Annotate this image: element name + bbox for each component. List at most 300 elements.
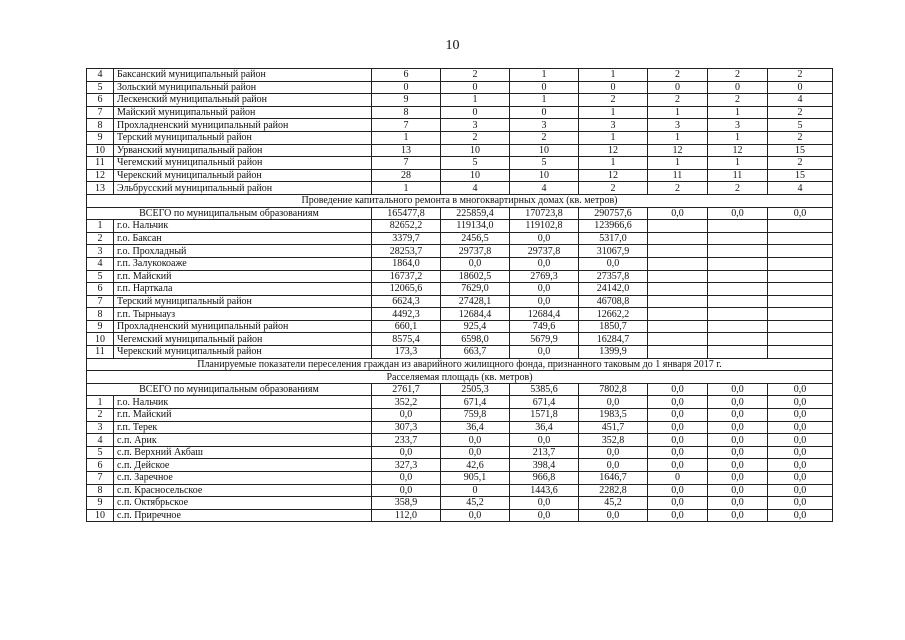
value-cell bbox=[768, 333, 833, 346]
table-row bbox=[87, 446, 833, 459]
value-cell bbox=[648, 295, 708, 308]
row-number: 6 bbox=[87, 459, 114, 472]
value-cell: 966,8 bbox=[510, 472, 579, 485]
municipality-name: г.п. Майский bbox=[114, 409, 372, 422]
total-value: 165477,8 bbox=[372, 207, 441, 220]
value-cell: 0,0 bbox=[768, 509, 833, 522]
value-cell: 0,0 bbox=[579, 396, 648, 409]
value-cell: 28253,7 bbox=[372, 245, 441, 258]
value-cell: 2456,5 bbox=[441, 232, 510, 245]
table-row bbox=[87, 295, 833, 308]
value-cell: 352,2 bbox=[372, 396, 441, 409]
value-cell: 0 bbox=[441, 81, 510, 94]
municipality-name: г.п. Нарткала bbox=[114, 283, 372, 296]
table-row bbox=[87, 346, 833, 359]
value-cell: 660,1 bbox=[372, 320, 441, 333]
row-number: 3 bbox=[87, 421, 114, 434]
value-cell: 1646,7 bbox=[579, 472, 648, 485]
table-row bbox=[87, 245, 833, 258]
value-cell: 3379,7 bbox=[372, 232, 441, 245]
row-number: 10 bbox=[87, 509, 114, 522]
row-number: 2 bbox=[87, 409, 114, 422]
value-cell: 358,9 bbox=[372, 497, 441, 510]
value-cell: 213,7 bbox=[510, 446, 579, 459]
row-number: 10 bbox=[87, 333, 114, 346]
value-cell: 1 bbox=[648, 157, 708, 170]
value-cell: 0,0 bbox=[768, 459, 833, 472]
value-cell bbox=[648, 270, 708, 283]
value-cell: 119102,8 bbox=[510, 220, 579, 233]
value-cell bbox=[768, 346, 833, 359]
municipality-name: г.о. Баксан bbox=[114, 232, 372, 245]
value-cell: 1 bbox=[372, 131, 441, 144]
row-number: 3 bbox=[87, 245, 114, 258]
value-cell bbox=[768, 295, 833, 308]
value-cell: 0,0 bbox=[768, 472, 833, 485]
value-cell bbox=[708, 346, 768, 359]
total-label: ВСЕГО по муниципальным образованиям bbox=[87, 207, 372, 220]
total-value: 2761,7 bbox=[372, 383, 441, 396]
row-number: 8 bbox=[87, 308, 114, 321]
value-cell: 2 bbox=[648, 94, 708, 107]
value-cell: 36,4 bbox=[510, 421, 579, 434]
value-cell: 0,0 bbox=[768, 396, 833, 409]
value-cell: 5679,9 bbox=[510, 333, 579, 346]
value-cell: 4 bbox=[768, 94, 833, 107]
value-cell: 0,0 bbox=[708, 434, 768, 447]
value-cell: 0,0 bbox=[510, 434, 579, 447]
value-cell: 663,7 bbox=[441, 346, 510, 359]
value-cell bbox=[648, 245, 708, 258]
value-cell: 12065,6 bbox=[372, 283, 441, 296]
value-cell: 3 bbox=[708, 119, 768, 132]
row-number: 11 bbox=[87, 157, 114, 170]
table-row bbox=[87, 81, 833, 94]
value-cell: 1 bbox=[708, 157, 768, 170]
value-cell: 2 bbox=[441, 131, 510, 144]
value-cell: 0 bbox=[648, 81, 708, 94]
value-cell: 1983,5 bbox=[579, 409, 648, 422]
value-cell: 2 bbox=[510, 131, 579, 144]
municipality-name: Лескенский муниципальный район bbox=[114, 94, 372, 107]
row-number: 5 bbox=[87, 446, 114, 459]
value-cell bbox=[708, 283, 768, 296]
value-cell: 11 bbox=[648, 169, 708, 182]
value-cell: 0,0 bbox=[510, 497, 579, 510]
municipality-name: с.п. Арик bbox=[114, 434, 372, 447]
value-cell: 749,6 bbox=[510, 320, 579, 333]
value-cell bbox=[708, 270, 768, 283]
value-cell bbox=[708, 333, 768, 346]
table-row bbox=[87, 270, 833, 283]
value-cell: 4 bbox=[510, 182, 579, 195]
value-cell: 1 bbox=[648, 106, 708, 119]
value-cell: 0,0 bbox=[510, 346, 579, 359]
value-cell: 759,8 bbox=[441, 409, 510, 422]
value-cell: 0,0 bbox=[441, 446, 510, 459]
row-number: 11 bbox=[87, 346, 114, 359]
table-row bbox=[87, 459, 833, 472]
value-cell: 671,4 bbox=[441, 396, 510, 409]
value-cell: 1850,7 bbox=[579, 320, 648, 333]
value-cell: 0,0 bbox=[648, 497, 708, 510]
value-cell: 10 bbox=[510, 144, 579, 157]
value-cell bbox=[768, 220, 833, 233]
value-cell: 0,0 bbox=[768, 434, 833, 447]
value-cell: 0,0 bbox=[372, 484, 441, 497]
value-cell: 5 bbox=[768, 119, 833, 132]
value-cell bbox=[768, 270, 833, 283]
value-cell bbox=[708, 257, 768, 270]
value-cell: 0,0 bbox=[372, 446, 441, 459]
total-value: 2505,3 bbox=[441, 383, 510, 396]
value-cell: 0,0 bbox=[708, 497, 768, 510]
table-row bbox=[87, 308, 833, 321]
value-cell: 2 bbox=[768, 131, 833, 144]
value-cell: 0,0 bbox=[510, 295, 579, 308]
row-number: 7 bbox=[87, 106, 114, 119]
value-cell: 6598,0 bbox=[441, 333, 510, 346]
value-cell: 451,7 bbox=[579, 421, 648, 434]
value-cell: 1 bbox=[648, 131, 708, 144]
table-row bbox=[87, 320, 833, 333]
value-cell: 45,2 bbox=[579, 497, 648, 510]
value-cell: 2282,8 bbox=[579, 484, 648, 497]
value-cell bbox=[768, 257, 833, 270]
value-cell bbox=[708, 220, 768, 233]
municipality-name: с.п. Приречное bbox=[114, 509, 372, 522]
municipality-name: г.о. Нальчик bbox=[114, 220, 372, 233]
value-cell: 7 bbox=[372, 119, 441, 132]
municipality-name: г.п. Залукокоаже bbox=[114, 257, 372, 270]
value-cell: 0 bbox=[510, 81, 579, 94]
total-value: 0,0 bbox=[768, 207, 833, 220]
page-number: 10 bbox=[445, 38, 460, 53]
table-row bbox=[87, 396, 833, 409]
value-cell: 2769,3 bbox=[510, 270, 579, 283]
value-cell: 12 bbox=[648, 144, 708, 157]
municipality-name: Терский муниципальный район bbox=[114, 131, 372, 144]
table-row bbox=[87, 434, 833, 447]
value-cell: 2 bbox=[648, 182, 708, 195]
municipality-name: Майский муниципальный район bbox=[114, 106, 372, 119]
municipality-name: г.п. Тырныауз bbox=[114, 308, 372, 321]
total-value: 225859,4 bbox=[441, 207, 510, 220]
value-cell: 0,0 bbox=[579, 509, 648, 522]
municipality-name: Прохладненский муниципальный район bbox=[114, 119, 372, 132]
total-value: 5385,6 bbox=[510, 383, 579, 396]
row-number: 8 bbox=[87, 484, 114, 497]
value-cell: 3 bbox=[579, 119, 648, 132]
table-row bbox=[87, 497, 833, 510]
value-cell: 0 bbox=[441, 106, 510, 119]
value-cell: 0 bbox=[441, 484, 510, 497]
value-cell bbox=[708, 245, 768, 258]
row-number: 13 bbox=[87, 182, 114, 195]
value-cell: 119134,0 bbox=[441, 220, 510, 233]
table-row bbox=[87, 333, 833, 346]
value-cell: 16737,2 bbox=[372, 270, 441, 283]
section-subheading bbox=[87, 371, 833, 384]
value-cell: 27428,1 bbox=[441, 295, 510, 308]
value-cell: 0,0 bbox=[441, 257, 510, 270]
municipal-indicators-table bbox=[86, 68, 833, 522]
section-heading bbox=[87, 358, 833, 371]
table-row bbox=[87, 472, 833, 485]
value-cell: 2 bbox=[708, 94, 768, 107]
value-cell: 1 bbox=[510, 94, 579, 107]
value-cell: 0,0 bbox=[648, 459, 708, 472]
value-cell: 29737,8 bbox=[510, 245, 579, 258]
value-cell: 0,0 bbox=[768, 421, 833, 434]
municipality-name: с.п. Красносельское bbox=[114, 484, 372, 497]
value-cell: 0,0 bbox=[708, 472, 768, 485]
value-cell: 327,3 bbox=[372, 459, 441, 472]
value-cell: 0,0 bbox=[441, 509, 510, 522]
value-cell: 0,0 bbox=[648, 509, 708, 522]
table-row bbox=[87, 182, 833, 195]
municipality-name: Терский муниципальный район bbox=[114, 295, 372, 308]
value-cell: 112,0 bbox=[372, 509, 441, 522]
value-cell: 11 bbox=[708, 169, 768, 182]
row-number: 10 bbox=[87, 144, 114, 157]
row-number: 4 bbox=[87, 257, 114, 270]
table-row bbox=[87, 144, 833, 157]
value-cell bbox=[648, 333, 708, 346]
value-cell: 0 bbox=[579, 81, 648, 94]
value-cell: 173,3 bbox=[372, 346, 441, 359]
value-cell: 12662,2 bbox=[579, 308, 648, 321]
table-row bbox=[87, 409, 833, 422]
value-cell bbox=[648, 220, 708, 233]
value-cell: 2 bbox=[648, 69, 708, 82]
value-cell: 1 bbox=[372, 182, 441, 195]
value-cell: 0,0 bbox=[510, 257, 579, 270]
row-number: 5 bbox=[87, 81, 114, 94]
value-cell: 0,0 bbox=[708, 421, 768, 434]
value-cell: 1399,9 bbox=[579, 346, 648, 359]
value-cell: 1 bbox=[708, 106, 768, 119]
value-cell: 0,0 bbox=[708, 459, 768, 472]
row-number: 9 bbox=[87, 131, 114, 144]
value-cell: 6624,3 bbox=[372, 295, 441, 308]
value-cell: 0 bbox=[372, 81, 441, 94]
value-cell: 1 bbox=[579, 69, 648, 82]
value-cell: 2 bbox=[579, 94, 648, 107]
value-cell bbox=[648, 232, 708, 245]
value-cell: 0,0 bbox=[579, 446, 648, 459]
value-cell: 8 bbox=[372, 106, 441, 119]
value-cell: 0,0 bbox=[648, 409, 708, 422]
value-cell: 0,0 bbox=[648, 484, 708, 497]
table-body bbox=[87, 69, 833, 522]
section-heading-text: Проведение капитального ремонта в многоквартирных домах (кв. метров) bbox=[87, 194, 833, 207]
value-cell bbox=[768, 245, 833, 258]
value-cell: 13 bbox=[372, 144, 441, 157]
value-cell: 1864,0 bbox=[372, 257, 441, 270]
value-cell: 0,0 bbox=[648, 396, 708, 409]
total-value: 0,0 bbox=[708, 383, 768, 396]
value-cell: 9 bbox=[372, 94, 441, 107]
row-number: 2 bbox=[87, 232, 114, 245]
value-cell: 10 bbox=[510, 169, 579, 182]
value-cell: 2 bbox=[768, 157, 833, 170]
value-cell: 352,8 bbox=[579, 434, 648, 447]
value-cell: 0,0 bbox=[768, 484, 833, 497]
municipality-name: Баксанский муниципальный район bbox=[114, 69, 372, 82]
value-cell: 2 bbox=[441, 69, 510, 82]
value-cell: 4492,3 bbox=[372, 308, 441, 321]
value-cell: 0,0 bbox=[768, 446, 833, 459]
value-cell bbox=[648, 320, 708, 333]
value-cell bbox=[708, 320, 768, 333]
value-cell: 45,2 bbox=[441, 497, 510, 510]
value-cell: 0 bbox=[648, 472, 708, 485]
value-cell bbox=[768, 232, 833, 245]
value-cell: 8575,4 bbox=[372, 333, 441, 346]
value-cell: 28 bbox=[372, 169, 441, 182]
value-cell: 7629,0 bbox=[441, 283, 510, 296]
row-number: 8 bbox=[87, 119, 114, 132]
value-cell: 31067,9 bbox=[579, 245, 648, 258]
value-cell: 0,0 bbox=[510, 283, 579, 296]
value-cell: 42,6 bbox=[441, 459, 510, 472]
total-value: 170723,8 bbox=[510, 207, 579, 220]
value-cell: 18602,5 bbox=[441, 270, 510, 283]
value-cell bbox=[768, 320, 833, 333]
value-cell: 2 bbox=[768, 106, 833, 119]
value-cell: 36,4 bbox=[441, 421, 510, 434]
value-cell bbox=[768, 308, 833, 321]
table-row bbox=[87, 131, 833, 144]
value-cell: 15 bbox=[768, 144, 833, 157]
municipality-name: с.п. Верхний Акбаш bbox=[114, 446, 372, 459]
value-cell: 1 bbox=[708, 131, 768, 144]
table-row bbox=[87, 421, 833, 434]
municipality-name: Черекский муниципальный район bbox=[114, 346, 372, 359]
total-row bbox=[87, 207, 833, 220]
value-cell bbox=[708, 232, 768, 245]
value-cell: 4 bbox=[441, 182, 510, 195]
municipality-name: Эльбрусский муниципальный район bbox=[114, 182, 372, 195]
value-cell: 12684,4 bbox=[441, 308, 510, 321]
value-cell: 1443,6 bbox=[510, 484, 579, 497]
value-cell: 10 bbox=[441, 144, 510, 157]
value-cell: 1571,8 bbox=[510, 409, 579, 422]
value-cell: 10 bbox=[441, 169, 510, 182]
value-cell bbox=[648, 346, 708, 359]
value-cell: 0 bbox=[708, 81, 768, 94]
table-row bbox=[87, 106, 833, 119]
value-cell: 0,0 bbox=[648, 421, 708, 434]
row-number: 4 bbox=[87, 434, 114, 447]
table-row bbox=[87, 220, 833, 233]
value-cell: 0,0 bbox=[768, 497, 833, 510]
municipality-name: Чегемский муниципальный район bbox=[114, 157, 372, 170]
municipality-name: г.п. Майский bbox=[114, 270, 372, 283]
section-subheading-text: Расселяемая площадь (кв. метров) bbox=[87, 371, 833, 384]
value-cell: 233,7 bbox=[372, 434, 441, 447]
value-cell: 1 bbox=[579, 157, 648, 170]
municipality-name: Зольский муниципальный район bbox=[114, 81, 372, 94]
total-value: 0,0 bbox=[768, 383, 833, 396]
value-cell: 29737,8 bbox=[441, 245, 510, 258]
municipality-name: с.п. Октябрьское bbox=[114, 497, 372, 510]
municipality-name: г.п. Терек bbox=[114, 421, 372, 434]
value-cell: 0,0 bbox=[708, 396, 768, 409]
row-number: 1 bbox=[87, 220, 114, 233]
value-cell bbox=[768, 283, 833, 296]
value-cell: 2 bbox=[708, 182, 768, 195]
total-value: 7802,8 bbox=[579, 383, 648, 396]
row-number: 5 bbox=[87, 270, 114, 283]
row-number: 9 bbox=[87, 497, 114, 510]
municipality-name: г.о. Прохладный bbox=[114, 245, 372, 258]
table-row bbox=[87, 232, 833, 245]
value-cell bbox=[708, 295, 768, 308]
value-cell: 16284,7 bbox=[579, 333, 648, 346]
value-cell: 5317,0 bbox=[579, 232, 648, 245]
value-cell: 2 bbox=[708, 69, 768, 82]
value-cell: 0,0 bbox=[768, 409, 833, 422]
value-cell: 0,0 bbox=[708, 509, 768, 522]
municipality-name: Черекский муниципальный район bbox=[114, 169, 372, 182]
municipality-name: с.п. Дейское bbox=[114, 459, 372, 472]
value-cell: 0,0 bbox=[708, 409, 768, 422]
table-row bbox=[87, 283, 833, 296]
municipality-name: с.п. Заречное bbox=[114, 472, 372, 485]
value-cell bbox=[648, 308, 708, 321]
value-cell: 3 bbox=[441, 119, 510, 132]
value-cell: 0,0 bbox=[510, 232, 579, 245]
row-number: 1 bbox=[87, 396, 114, 409]
value-cell bbox=[648, 283, 708, 296]
value-cell: 82652,2 bbox=[372, 220, 441, 233]
value-cell: 671,4 bbox=[510, 396, 579, 409]
row-number: 4 bbox=[87, 69, 114, 82]
value-cell: 0 bbox=[768, 81, 833, 94]
row-number: 7 bbox=[87, 295, 114, 308]
value-cell: 6 bbox=[372, 69, 441, 82]
value-cell: 2 bbox=[579, 182, 648, 195]
value-cell: 1 bbox=[579, 106, 648, 119]
value-cell: 0,0 bbox=[648, 446, 708, 459]
total-value: 0,0 bbox=[648, 207, 708, 220]
value-cell: 1 bbox=[510, 69, 579, 82]
value-cell: 905,1 bbox=[441, 472, 510, 485]
value-cell: 0,0 bbox=[579, 257, 648, 270]
value-cell: 0,0 bbox=[708, 446, 768, 459]
value-cell: 27357,8 bbox=[579, 270, 648, 283]
value-cell: 925,4 bbox=[441, 320, 510, 333]
table-row bbox=[87, 509, 833, 522]
value-cell: 3 bbox=[510, 119, 579, 132]
value-cell bbox=[708, 308, 768, 321]
value-cell: 5 bbox=[441, 157, 510, 170]
value-cell: 0 bbox=[510, 106, 579, 119]
row-number: 7 bbox=[87, 472, 114, 485]
municipality-name: г.о. Нальчик bbox=[114, 396, 372, 409]
value-cell: 3 bbox=[648, 119, 708, 132]
value-cell: 12684,4 bbox=[510, 308, 579, 321]
section-heading-text: Планируемые показатели переселения граждан из аварийного жилищного фонда, признанного таковым до 1 января 2017 г. bbox=[87, 358, 833, 371]
row-number: 6 bbox=[87, 283, 114, 296]
table-row bbox=[87, 157, 833, 170]
municipality-name: Урванский муниципальный район bbox=[114, 144, 372, 157]
value-cell: 7 bbox=[372, 157, 441, 170]
value-cell: 46708,8 bbox=[579, 295, 648, 308]
value-cell: 2 bbox=[768, 69, 833, 82]
